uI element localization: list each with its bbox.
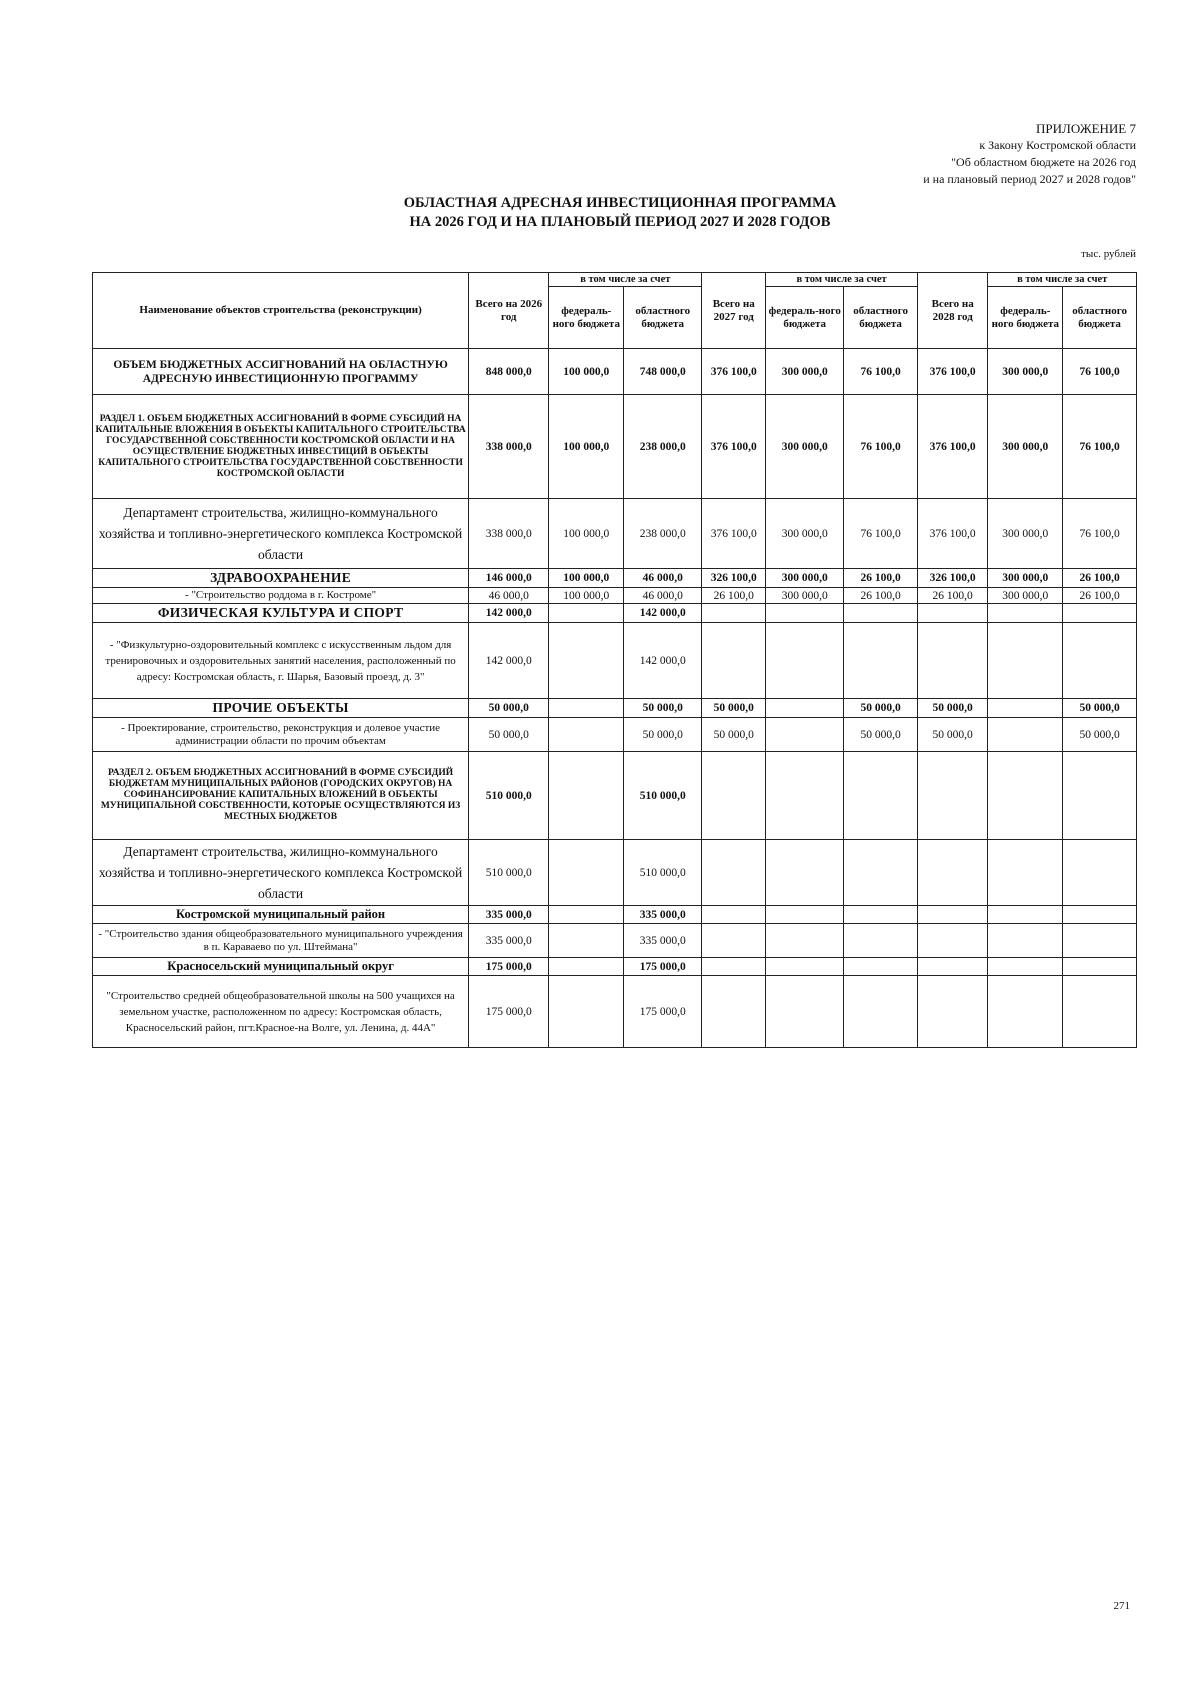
row-value: 238 000,0 <box>624 499 702 569</box>
annex-law-title: "Об областном бюджете на 2026 год <box>951 155 1136 169</box>
row-value: 26 100,0 <box>917 588 987 604</box>
row-value <box>549 958 624 976</box>
row-value <box>844 906 918 924</box>
row-value: 142 000,0 <box>469 623 549 699</box>
row-value <box>702 958 766 976</box>
row-value <box>549 752 624 840</box>
row-value: 100 000,0 <box>549 349 624 395</box>
header-name: Наименование объектов строительства (реконструкции) <box>93 273 469 349</box>
table-body <box>93 349 1137 1048</box>
investment-table <box>92 272 1137 1048</box>
row-value: 175 000,0 <box>469 958 549 976</box>
table-row <box>93 752 1137 840</box>
row-value <box>844 976 918 1048</box>
table-row <box>93 906 1137 924</box>
row-name: "Строительство средней общеобразовательной школы на 500 учащихся на земельном участке, расположенном по адресу: Костромская область, Красносельский район, пгт.Красное-на Волге, ул. Ленина, д. 44А" <box>93 976 469 1048</box>
row-value <box>702 840 766 906</box>
row-value <box>1063 623 1137 699</box>
row-value: 46 000,0 <box>469 588 549 604</box>
row-value: 300 000,0 <box>766 349 844 395</box>
row-value: 748 000,0 <box>624 349 702 395</box>
row-value: 46 000,0 <box>624 588 702 604</box>
row-value: 338 000,0 <box>469 499 549 569</box>
row-value <box>702 623 766 699</box>
row-value <box>549 924 624 958</box>
row-value: 175 000,0 <box>624 976 702 1048</box>
row-value <box>1063 976 1137 1048</box>
annex-law: к Закону Костромской области <box>979 138 1136 152</box>
header-regional-2028: областного бюджета <box>1063 287 1137 349</box>
row-value <box>988 924 1063 958</box>
row-value <box>917 958 987 976</box>
row-name: Департамент строительства, жилищно-коммунального хозяйства и топливно-энергетического комплекса Костромской области <box>93 840 469 906</box>
row-value: 50 000,0 <box>469 699 549 718</box>
row-value: 376 100,0 <box>702 499 766 569</box>
row-value: 50 000,0 <box>624 718 702 752</box>
row-value: 142 000,0 <box>624 604 702 623</box>
row-value: 76 100,0 <box>1063 349 1137 395</box>
row-value <box>844 623 918 699</box>
row-value: 76 100,0 <box>844 349 918 395</box>
header-total-2028: Всего на 2028 год <box>917 273 987 349</box>
row-value <box>917 906 987 924</box>
row-value <box>988 718 1063 752</box>
row-value: 50 000,0 <box>1063 699 1137 718</box>
row-value: 326 100,0 <box>917 569 987 588</box>
row-value: 50 000,0 <box>1063 718 1137 752</box>
row-value: 376 100,0 <box>917 499 987 569</box>
row-name: - Проектирование, строительство, реконструкция и долевое участие администрации области по прочим объектам <box>93 718 469 752</box>
row-value <box>766 958 844 976</box>
row-value: 76 100,0 <box>844 395 918 499</box>
annex-law-period: и на плановый период 2027 и 2028 годов" <box>923 172 1136 186</box>
row-value <box>549 623 624 699</box>
row-value <box>844 604 918 623</box>
row-name: - "Строительство роддома в г. Костроме" <box>93 588 469 604</box>
row-value: 300 000,0 <box>766 499 844 569</box>
header-including-2026: в том числе за счет <box>549 273 702 287</box>
row-value: 26 100,0 <box>844 588 918 604</box>
row-value: 326 100,0 <box>702 569 766 588</box>
row-value <box>766 924 844 958</box>
row-value <box>702 924 766 958</box>
row-value: 300 000,0 <box>766 569 844 588</box>
row-name: - "Физкультурно-оздоровительный комплекс с искусственным льдом для тренировочных и оздоровительных занятий населения, расположенный по адресу: Костромская область, г. Шарья, Базовый проезд, д. 3" <box>93 623 469 699</box>
row-value <box>988 976 1063 1048</box>
row-value: 338 000,0 <box>469 395 549 499</box>
row-value: 510 000,0 <box>624 752 702 840</box>
row-value <box>844 840 918 906</box>
row-value: 376 100,0 <box>702 349 766 395</box>
header-total-2027: Всего на 2027 год <box>702 273 766 349</box>
row-value: 300 000,0 <box>766 395 844 499</box>
table-row <box>93 499 1137 569</box>
title-line-2: НА 2026 ГОД И НА ПЛАНОВЫЙ ПЕРИОД 2027 И 2028 ГОДОВ <box>409 214 831 230</box>
row-value <box>1063 924 1137 958</box>
row-value <box>549 840 624 906</box>
row-value <box>1063 840 1137 906</box>
table-row <box>93 588 1137 604</box>
table-row <box>93 718 1137 752</box>
row-value <box>766 604 844 623</box>
row-value: 50 000,0 <box>702 718 766 752</box>
row-value <box>766 718 844 752</box>
row-value: 300 000,0 <box>766 588 844 604</box>
row-value: 50 000,0 <box>624 699 702 718</box>
row-value <box>702 906 766 924</box>
row-value: 76 100,0 <box>844 499 918 569</box>
header-regional-2027: областного бюджета <box>844 287 918 349</box>
units-label: тыс. рублей <box>1081 248 1136 260</box>
annex-number: ПРИЛОЖЕНИЕ 7 <box>1036 121 1136 136</box>
row-name: ОБЪЕМ БЮДЖЕТНЫХ АССИГНОВАНИЙ НА ОБЛАСТНУЮ АДРЕСНУЮ ИНВЕСТИЦИОННУЮ ПРОГРАММУ <box>93 349 469 395</box>
header-federal-2026: федераль-ного бюджета <box>549 287 624 349</box>
row-value <box>766 976 844 1048</box>
title-line-1: ОБЛАСТНАЯ АДРЕСНАЯ ИНВЕСТИЦИОННАЯ ПРОГРАММА <box>403 195 837 211</box>
header-total-2026: Всего на 2026 год <box>469 273 549 349</box>
row-value: 300 000,0 <box>988 395 1063 499</box>
row-value <box>766 623 844 699</box>
row-value: 300 000,0 <box>988 349 1063 395</box>
row-value <box>702 976 766 1048</box>
table-row <box>93 395 1137 499</box>
row-value: 335 000,0 <box>469 906 549 924</box>
row-name: Департамент строительства, жилищно-коммунального хозяйства и топливно-энергетического комплекса Костромской области <box>93 499 469 569</box>
row-value <box>702 752 766 840</box>
table-row <box>93 623 1137 699</box>
row-value: 510 000,0 <box>469 752 549 840</box>
row-value <box>844 752 918 840</box>
header-federal-2028: федераль-ного бюджета <box>988 287 1063 349</box>
row-value <box>766 752 844 840</box>
table-row <box>93 958 1137 976</box>
row-value <box>988 752 1063 840</box>
row-value: 175 000,0 <box>624 958 702 976</box>
row-value <box>917 604 987 623</box>
row-value <box>844 958 918 976</box>
row-value: 26 100,0 <box>1063 569 1137 588</box>
row-value: 100 000,0 <box>549 588 624 604</box>
row-value <box>988 840 1063 906</box>
table-row <box>93 976 1137 1048</box>
row-value <box>1063 958 1137 976</box>
row-value: 100 000,0 <box>549 395 624 499</box>
table-row <box>93 349 1137 395</box>
row-value: 146 000,0 <box>469 569 549 588</box>
row-value <box>1063 752 1137 840</box>
header-including-2027: в том числе за счет <box>766 273 918 287</box>
row-value: 50 000,0 <box>469 718 549 752</box>
row-value: 376 100,0 <box>917 349 987 395</box>
row-value <box>988 623 1063 699</box>
row-value: 46 000,0 <box>624 569 702 588</box>
row-value: 335 000,0 <box>624 924 702 958</box>
table-row <box>93 924 1137 958</box>
row-value: 510 000,0 <box>624 840 702 906</box>
row-value <box>702 604 766 623</box>
row-value: 510 000,0 <box>469 840 549 906</box>
row-value: 76 100,0 <box>1063 499 1137 569</box>
row-value <box>1063 604 1137 623</box>
row-value: 142 000,0 <box>469 604 549 623</box>
row-value <box>549 718 624 752</box>
row-value <box>549 906 624 924</box>
row-value: 300 000,0 <box>988 569 1063 588</box>
row-value <box>917 840 987 906</box>
row-value: 376 100,0 <box>702 395 766 499</box>
row-value <box>766 699 844 718</box>
row-value: 26 100,0 <box>844 569 918 588</box>
row-value <box>988 958 1063 976</box>
row-value <box>766 906 844 924</box>
header-row-1 <box>93 273 1137 287</box>
row-value <box>988 699 1063 718</box>
row-value <box>549 699 624 718</box>
row-value <box>988 604 1063 623</box>
row-value: 335 000,0 <box>624 906 702 924</box>
annex-header <box>923 120 1136 188</box>
row-value: 50 000,0 <box>702 699 766 718</box>
document-title <box>0 194 1200 232</box>
row-value <box>1063 906 1137 924</box>
header-federal-2027: федераль-ного бюджета <box>766 287 844 349</box>
row-value: 142 000,0 <box>624 623 702 699</box>
row-value <box>917 976 987 1048</box>
row-name: ЗДРАВООХРАНЕНИЕ <box>93 569 469 588</box>
table-row <box>93 569 1137 588</box>
row-value: 50 000,0 <box>844 718 918 752</box>
row-name: РАЗДЕЛ 1. ОБЪЕМ БЮДЖЕТНЫХ АССИГНОВАНИЙ В ФОРМЕ СУБСИДИЙ НА КАПИТАЛЬНЫЕ ВЛОЖЕНИЯ В ОБЪЕКТЫ КАПИТАЛЬНОГО СТРОИТЕЛЬСТВА ГОСУДАРСТВЕННОЙ СОБСТВЕННОСТИ КОСТРОМСКОЙ ОБЛАСТИ И НА ОСУЩЕСТВЛЕНИЕ БЮДЖЕТНЫХ ИНВЕСТИЦИЙ В ОБЪЕКТЫ КАПИТАЛЬНОГО СТРОИТЕЛЬСТВА ГОСУДАРСТВЕННОЙ СОБСТВЕННОСТИ КОСТРОМСКОЙ ОБЛАСТИ <box>93 395 469 499</box>
row-value: 26 100,0 <box>1063 588 1137 604</box>
row-value <box>917 623 987 699</box>
table-row <box>93 604 1137 623</box>
header-regional-2026: областного бюджета <box>624 287 702 349</box>
row-value: 300 000,0 <box>988 588 1063 604</box>
row-value: 50 000,0 <box>917 699 987 718</box>
row-value: 335 000,0 <box>469 924 549 958</box>
row-value: 26 100,0 <box>702 588 766 604</box>
header-including-2028: в том числе за счет <box>988 273 1137 287</box>
row-value: 376 100,0 <box>917 395 987 499</box>
row-value <box>766 840 844 906</box>
row-value: 300 000,0 <box>988 499 1063 569</box>
row-value <box>549 976 624 1048</box>
row-value: 100 000,0 <box>549 569 624 588</box>
row-name: Костромской муниципальный район <box>93 906 469 924</box>
row-value: 175 000,0 <box>469 976 549 1048</box>
row-value: 50 000,0 <box>844 699 918 718</box>
row-name: Красносельский муниципальный округ <box>93 958 469 976</box>
row-value: 50 000,0 <box>917 718 987 752</box>
row-name: ПРОЧИЕ ОБЪЕКТЫ <box>93 699 469 718</box>
row-name: - "Строительство здания общеобразовательного муниципального учреждения в п. Караваево по ул. Штеймана" <box>93 924 469 958</box>
page-number: 271 <box>1113 1600 1130 1612</box>
row-value: 848 000,0 <box>469 349 549 395</box>
row-name: ФИЗИЧЕСКАЯ КУЛЬТУРА И СПОРТ <box>93 604 469 623</box>
row-value <box>988 906 1063 924</box>
row-value: 76 100,0 <box>1063 395 1137 499</box>
row-value <box>917 924 987 958</box>
table-row <box>93 840 1137 906</box>
row-value: 238 000,0 <box>624 395 702 499</box>
row-name: РАЗДЕЛ 2. ОБЪЕМ БЮДЖЕТНЫХ АССИГНОВАНИЙ В ФОРМЕ СУБСИДИЙ БЮДЖЕТАМ МУНИЦИПАЛЬНЫХ РАЙОНОВ (ГОРОДСКИХ ОКРУГОВ) НА СОФИНАНСИРОВАНИЕ КАПИТАЛЬНЫХ ВЛОЖЕНИЙ В ОБЪЕКТЫ МУНИЦИПАЛЬНОЙ СОБСТВЕННОСТИ, КОТОРЫЕ ОСУЩЕСТВЛЯЮТСЯ ИЗ МЕСТНЫХ БЮДЖЕТОВ <box>93 752 469 840</box>
table-row <box>93 699 1137 718</box>
row-value: 100 000,0 <box>549 499 624 569</box>
row-value <box>844 924 918 958</box>
row-value <box>549 604 624 623</box>
row-value <box>917 752 987 840</box>
